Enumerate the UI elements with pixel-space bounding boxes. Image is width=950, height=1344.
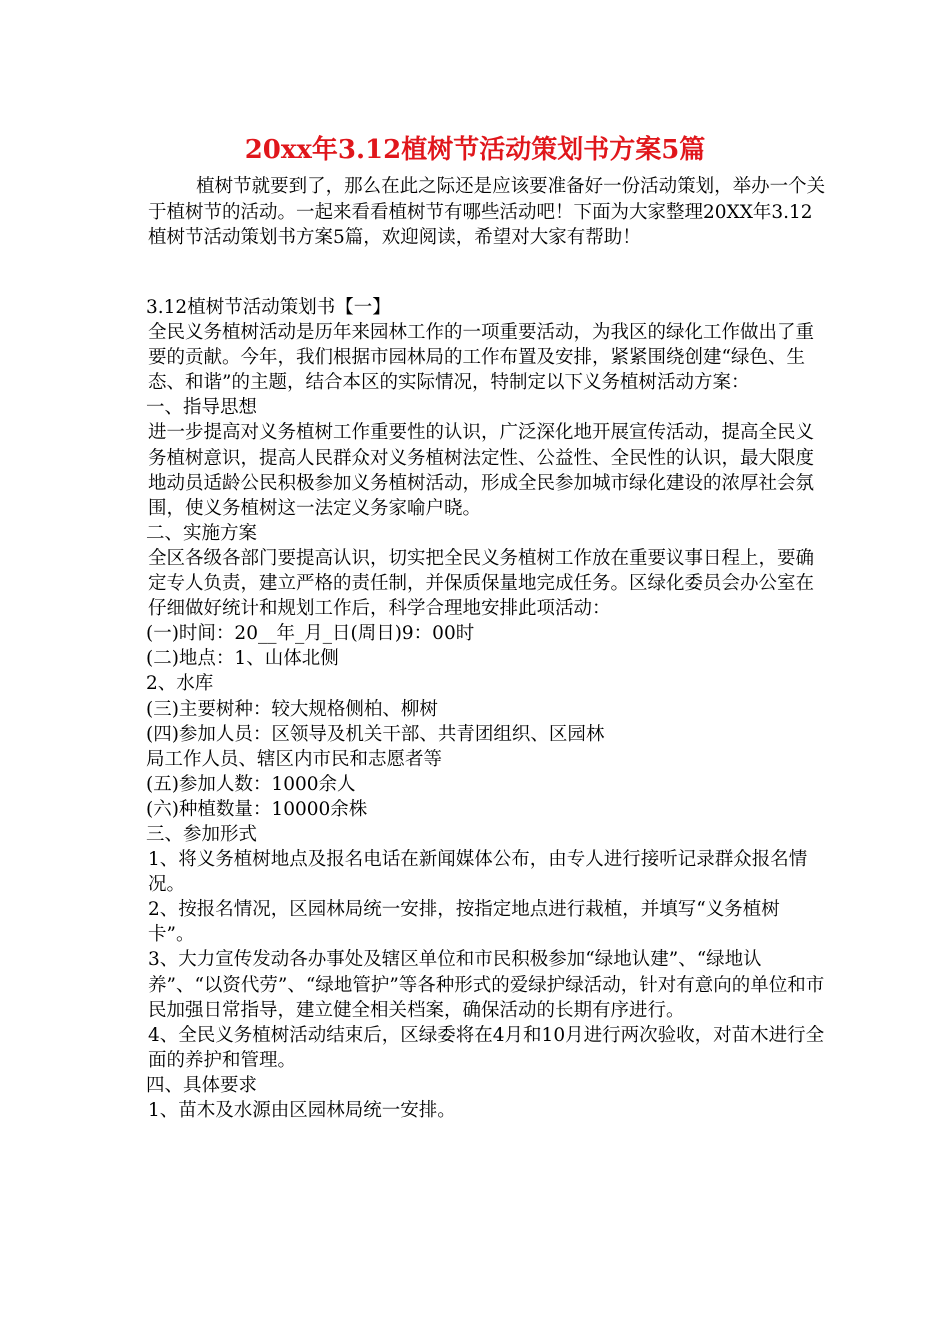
list-item-location: (二)地点：1、山体北侧 <box>146 648 339 670</box>
list-item-participant-count: (五)参加人数：1000余人 <box>146 773 356 795</box>
body-paragraph: 全区各级各部门要提高认识，切实把全民义务植树工作放在重要议事日程上，要确定专人负责，建立严格的责任制，并保质保量地完成任务。区绿化委员会办公室在仔细做好统计和规划工作后，科学合理地安排此项活动： <box>148 547 815 620</box>
subheading-participation-form: 三、参加形式 <box>146 823 258 845</box>
intro-paragraph: 植树节就要到了，那么在此之际还是应该要准备好一份活动策划，举办一个关于植树节的活动。一起来看看植树节有哪些活动吧！下面为大家整理20XX年3.12植树节活动策划书方案5篇，欢迎阅读，希望对大家有帮助！ <box>148 176 826 248</box>
subheading-implementation-plan: 二、实施方案 <box>146 522 258 544</box>
list-item: 2、按报名情况，区园林局统一安排，按指定地点进行栽植，并填写“义务植树卡”。 <box>148 899 780 946</box>
list-item-time: (一)时间：20__年_月_日(周日)9：00时 <box>146 623 475 645</box>
list-item: 3、大力宣传发动各办事处及辖区单位和市民积极参加“绿地认建”、“绿地认养”、“以资代劳”、“绿地管护”等各种形式的爱绿护绿活动，针对有意向的单位和市民加强日常指导，建立健全相关档案，确保活动的长期有序进行。 <box>148 949 825 1021</box>
list-item: 1、苗木及水源由区园林局统一安排。 <box>148 1100 456 1121</box>
list-item-location-2: 2、水库 <box>146 673 214 695</box>
intro-block <box>148 174 828 251</box>
subheading-specific-requirements: 四、具体要求 <box>146 1074 258 1096</box>
document-title: 20xx年3.12植树节活动策划书方案5篇 <box>244 135 706 165</box>
body-paragraph: 进一步提高对义务植树工作重要性的认识，广泛深化地开展宣传活动，提高全民义务植树意识，提高人民群众对义务植树法定性、公益性、全民性的认识，最大限度地动员适龄公民积极参加义务植树活动，形成全民参加城市绿化建设的浓厚社会氛围，使义务植树这一法定义务家喻户晓。 <box>148 422 815 519</box>
section-heading: 3.12植树节活动策划书【一】 <box>146 297 391 318</box>
list-item-tree-species: (三)主要树种：较大规格侧柏、柳树 <box>146 698 438 720</box>
list-item: 4、全民义务植树活动结束后，区绿委将在4月和10月进行两次验收，对苗木进行全面的养护和管理。 <box>148 1024 825 1071</box>
list-item-participants-cont: 局工作人员、辖区内市民和志愿者等 <box>146 748 443 770</box>
document-body <box>146 295 826 1123</box>
subheading-guiding-ideology: 一、指导思想 <box>146 397 258 419</box>
list-item-planting-count: (六)种植数量：10000余株 <box>146 798 368 820</box>
list-item-participants: (四)参加人员：区领导及机关干部、共青团组织、区园林 <box>146 723 605 745</box>
body-paragraph: 全民义务植树活动是历年来园林工作的一项重要活动，为我区的绿化工作做出了重要的贡献。今年，我们根据市园林局的工作布置及安排，紧紧围绕创建“绿色、生态、和谐”的主题，结合本区的实际情况，特制定以下义务植树活动方案： <box>148 322 815 394</box>
list-item: 1、将义务植树地点及报名电话在新闻媒体公布，由专人进行接听记录群众报名情况。 <box>148 849 808 896</box>
